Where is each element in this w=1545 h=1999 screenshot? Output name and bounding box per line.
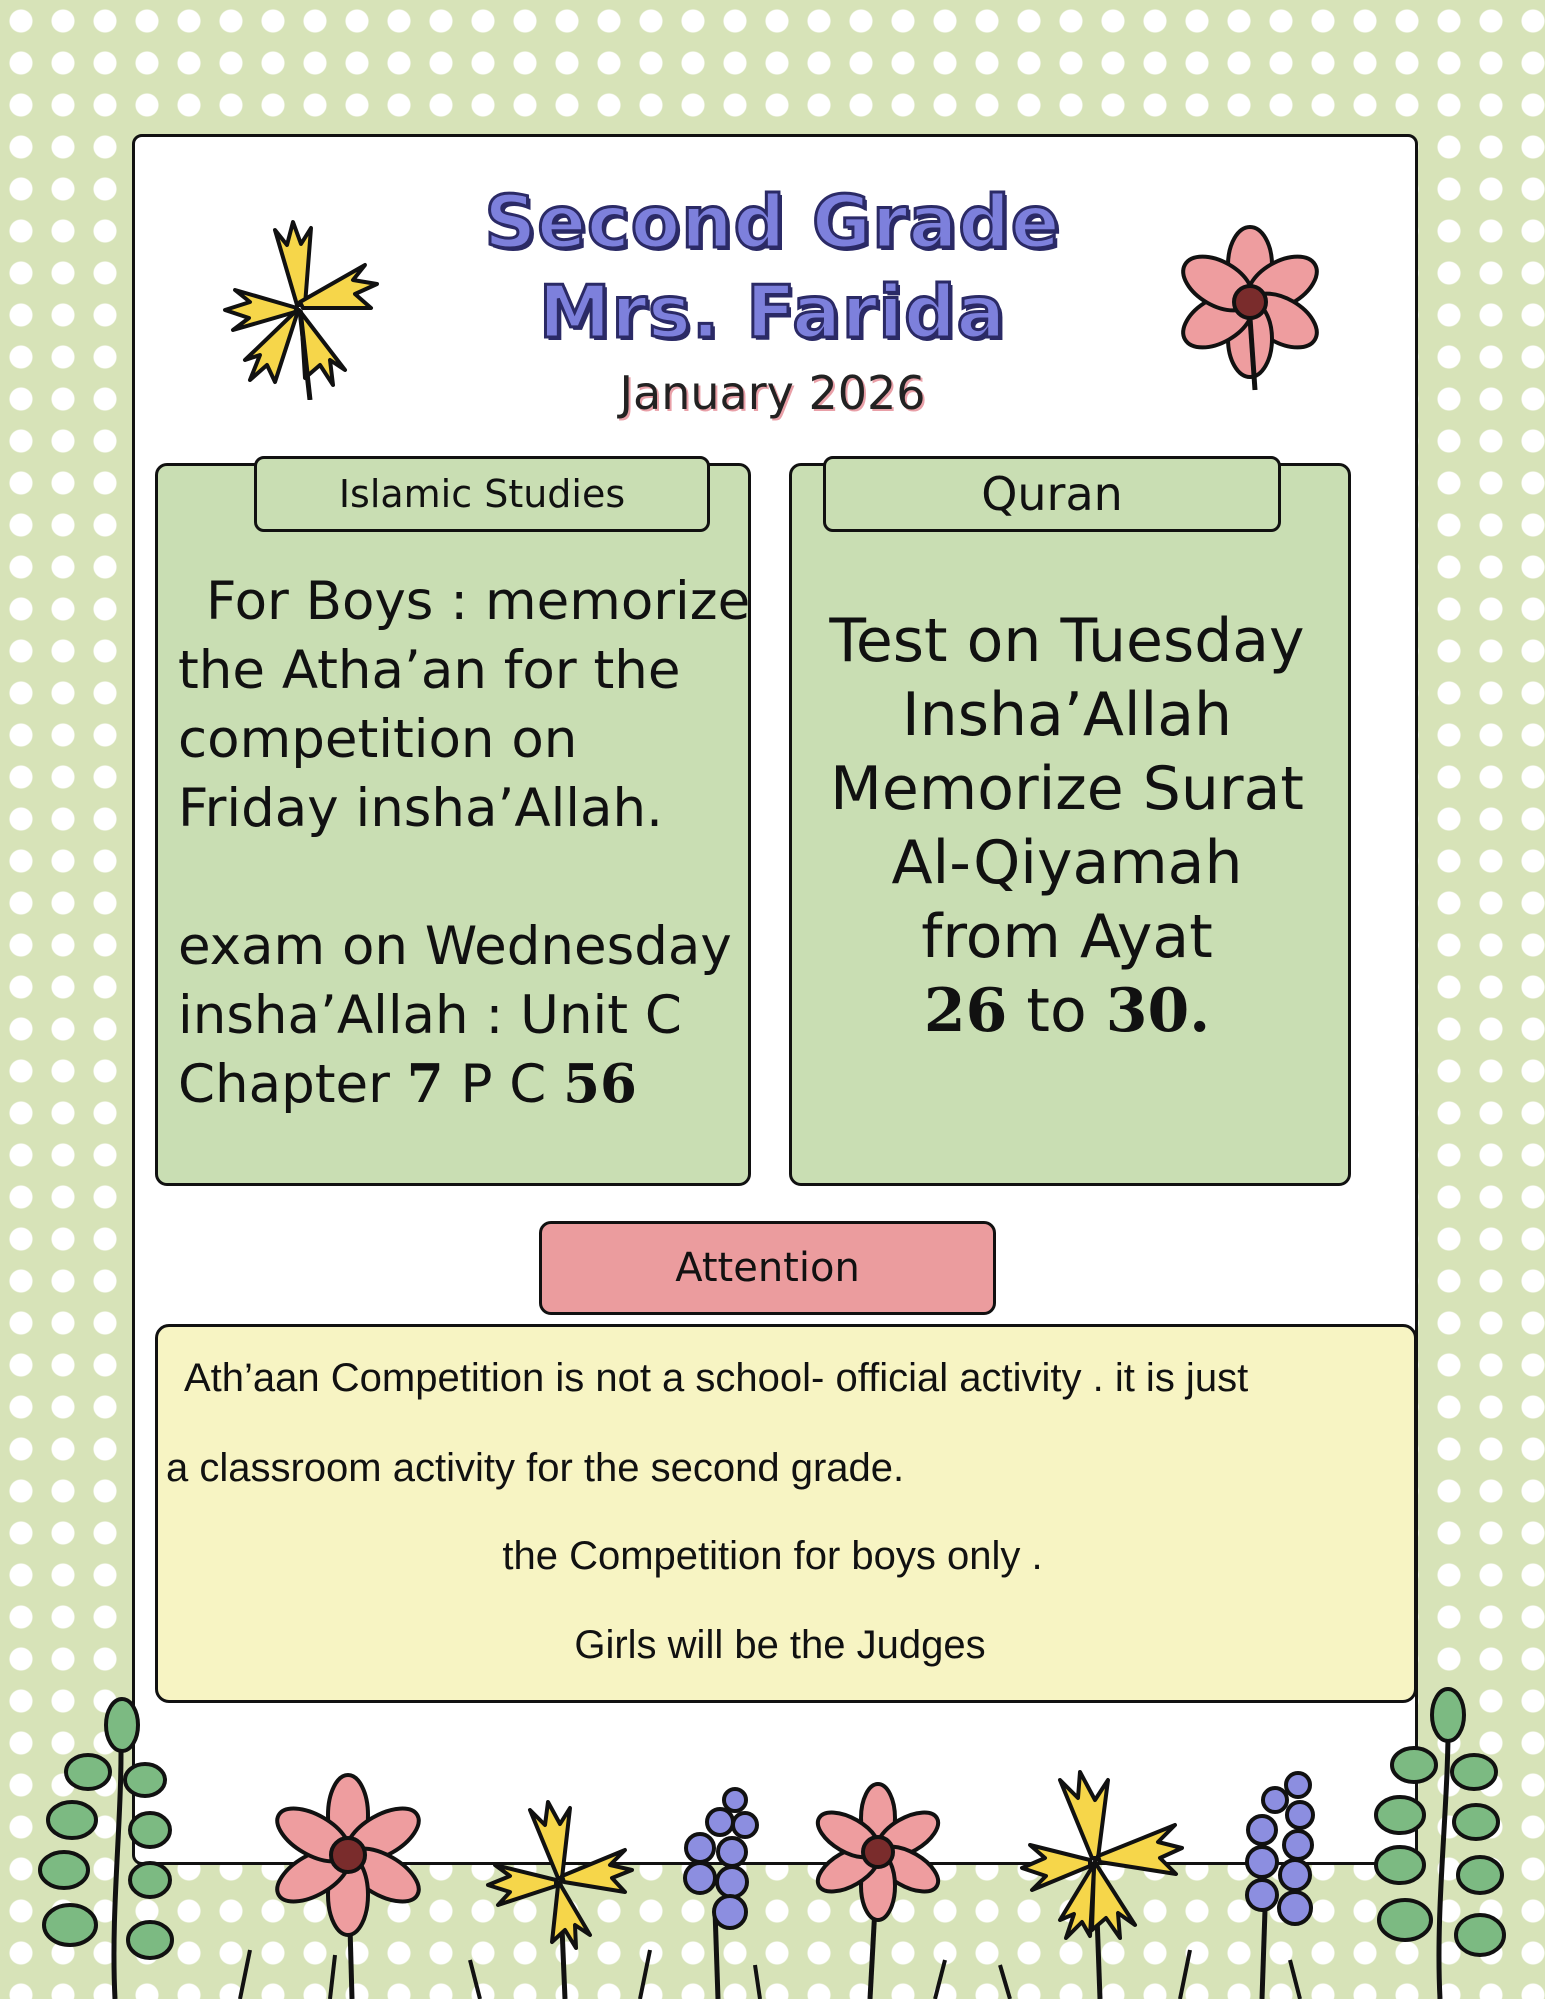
green-vine-icon bbox=[40, 1699, 172, 1999]
green-vine-icon bbox=[1376, 1689, 1504, 1999]
islamic-studies-content bbox=[178, 567, 750, 1119]
islamic-line-1: For Boys : memorize bbox=[206, 571, 751, 632]
pink-flower-icon bbox=[811, 1784, 946, 1999]
islamic-studies-tab: Islamic Studies bbox=[254, 456, 710, 532]
pink-flower-icon bbox=[269, 1775, 428, 1999]
quran-line-5: from Ayat bbox=[921, 902, 1213, 972]
yellow-flower-icon bbox=[488, 1802, 632, 1999]
blue-berry-flower-icon bbox=[1247, 1773, 1313, 1999]
yellow-flower-icon bbox=[1022, 1772, 1182, 1999]
newsletter-date: January 2026 bbox=[619, 366, 926, 420]
ayat-from: 26 bbox=[923, 976, 1008, 1046]
quran-line-4: Al-Qiyamah bbox=[891, 828, 1243, 898]
bottom-garden-decoration bbox=[0, 1680, 1545, 1999]
chapter-number: 7 bbox=[406, 1053, 444, 1115]
grass-icon bbox=[240, 1950, 1300, 1999]
islamic-line-3: competition on bbox=[178, 709, 578, 770]
title-line-2: Mrs. Farida bbox=[538, 270, 1007, 354]
quran-tab: Quran bbox=[823, 456, 1281, 532]
quran-line-1: Test on Tuesday bbox=[829, 606, 1305, 676]
yellow-flower-icon bbox=[205, 210, 395, 400]
islamic-line-7b: P C bbox=[443, 1054, 564, 1115]
islamic-line-6: insha’Allah : Unit C bbox=[178, 985, 682, 1046]
quran-content bbox=[789, 604, 1345, 1048]
attention-line-1: Ath’aan Competition is not a school- official activity . it is just bbox=[184, 1356, 1249, 1400]
islamic-line-7a: Chapter bbox=[178, 1054, 407, 1115]
islamic-line-7 bbox=[178, 1050, 750, 1119]
ayat-to-word: to bbox=[1007, 976, 1106, 1046]
quran-line-6 bbox=[789, 974, 1345, 1048]
quran-line-3: Memorize Surat bbox=[830, 754, 1304, 824]
islamic-line-4: Friday insha’Allah. bbox=[178, 778, 663, 839]
attention-line-4: Girls will be the Judges bbox=[574, 1623, 986, 1667]
islamic-line-5: exam on Wednesday bbox=[178, 916, 732, 977]
blue-berry-flower-icon bbox=[685, 1789, 757, 1999]
pink-flower-icon bbox=[1160, 220, 1340, 400]
ayat-to: 30. bbox=[1105, 976, 1211, 1046]
title-line-1: Second Grade bbox=[484, 180, 1061, 264]
page-number: 56 bbox=[563, 1053, 637, 1115]
attention-line-2: a classroom activity for the second grade. bbox=[166, 1446, 905, 1490]
quran-line-2: Insha’Allah bbox=[901, 680, 1233, 750]
attention-line-3: the Competition for boys only . bbox=[502, 1534, 1043, 1578]
islamic-line-2: the Atha’an for the bbox=[178, 640, 681, 701]
attention-tab: Attention bbox=[539, 1221, 996, 1315]
